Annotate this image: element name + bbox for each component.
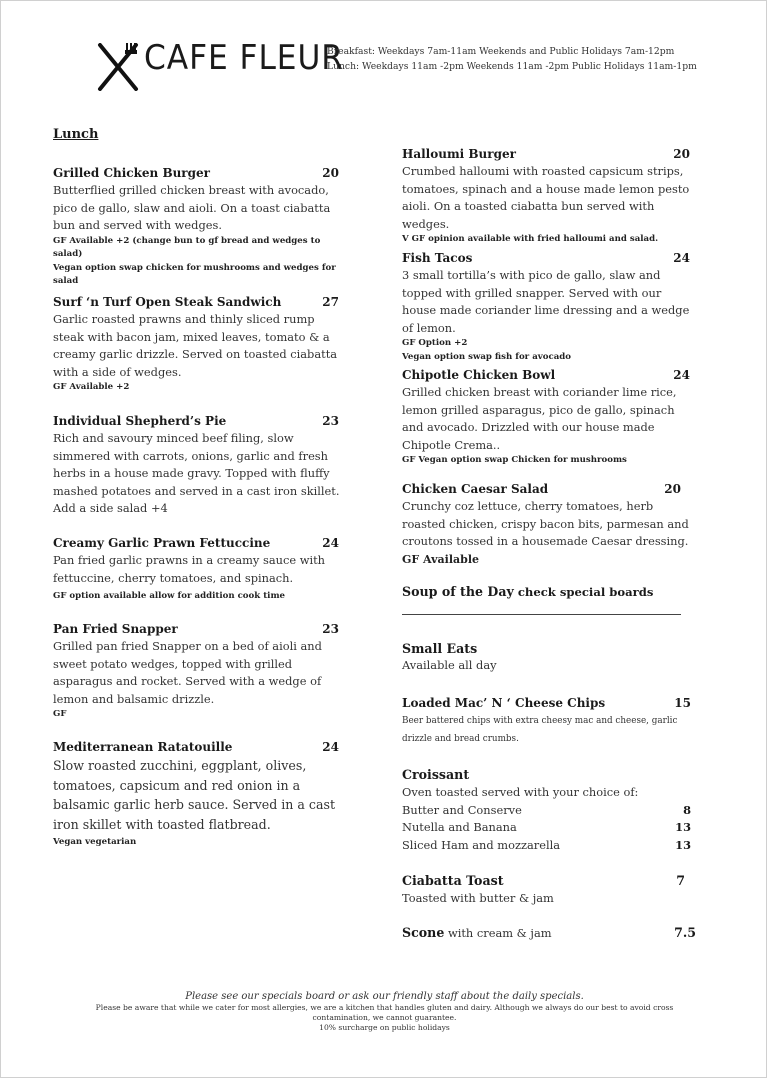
croissant-option (402, 802, 691, 820)
menu-item-chicken-caesar-salad (402, 481, 690, 568)
small-eats-title: Small Eats (402, 641, 478, 656)
option-price: 13 (675, 837, 691, 852)
small-eats-heading (402, 640, 690, 675)
item-price: 7.5 (674, 925, 696, 940)
option-label: Butter and Conserve (402, 802, 522, 817)
item-description: Oven toasted served with your choice of: (402, 785, 639, 799)
allergy-disclaimer: Please be aware that while we cater for most allergies, we are a kitchen that handles gluten and dairy. Although we always do our best to avoid cross contamination, we cannot guarantee. (95, 1003, 674, 1022)
brand-name: CAFE FLEUR (144, 38, 344, 78)
option-label: Sliced Ham and mozzarella (402, 837, 561, 852)
item-description: Grilled pan fried Snapper on a bed of aioli and sweet potato wedges, topped with grilled asparagus and rocket. Served with a wedge of lemon and balsamic drizzle. (53, 639, 322, 706)
menu-item-croissant (402, 766, 690, 854)
item-note: GF option available allow for addition cook time (53, 591, 286, 601)
item-description: with cream & jam (444, 926, 552, 940)
menu-item-pan-fried-snapper (53, 621, 341, 722)
hours-breakfast: Breakfast: Weekdays 7am-11am Weekends and Public Holidays 7am-12pm (327, 46, 675, 57)
item-price: 24 (322, 536, 339, 550)
item-note: V GF opinion available with fried halloumi and salad. (402, 234, 659, 244)
menu-item-surf-n-turf (53, 294, 341, 395)
item-price: 24 (673, 251, 690, 265)
menu-item-prawn-fettuccine (53, 535, 341, 604)
surcharge-note: 10% surcharge on public holidays (319, 1023, 450, 1032)
item-extra: Add a side salad +4 (53, 501, 168, 515)
item-note: Vegan option swap chicken for mushrooms and wedges for salad (53, 262, 336, 286)
specials-note: Please see our specials board or ask our friendly staff about the daily specials. (185, 991, 584, 1002)
menu-item-ratatouille (53, 739, 341, 850)
item-description: Butterflied grilled chicken breast with avocado, pico de gallo, slaw and aioli. On a toast ciabatta bun and served with wedges. (53, 183, 331, 232)
menu-footer (91, 990, 678, 1033)
menu-item-fish-tacos (402, 250, 690, 364)
item-name: Grilled Chicken Burger (53, 166, 210, 180)
item-name: Halloumi Burger (402, 147, 516, 161)
item-note: GF (53, 709, 67, 719)
item-price: 23 (322, 414, 339, 428)
item-price: 27 (322, 295, 339, 309)
menu-item-shepherds-pie (53, 413, 341, 518)
item-price: 7 (676, 873, 685, 888)
croissant-option (402, 819, 691, 837)
item-name: Scone (402, 925, 445, 940)
menu-item-grilled-chicken-burger (53, 165, 341, 289)
item-note: GF Available +2 (change bun to gf bread and wedges to salad) (53, 235, 321, 259)
item-name: Creamy Garlic Prawn Fettuccine (53, 536, 271, 550)
item-price: 24 (322, 740, 339, 754)
croissant-option (402, 837, 691, 855)
item-price: 15 (674, 696, 691, 710)
menu-item-ciabatta-toast (402, 872, 690, 908)
option-price: 8 (683, 802, 691, 817)
soup-of-the-day (402, 583, 653, 601)
item-note: GF Available (402, 552, 479, 566)
menu-item-chipotle-chicken-bowl (402, 367, 690, 468)
item-name: Fish Tacos (402, 251, 473, 265)
menu-item-halloumi-burger (402, 146, 690, 247)
opening-hours (327, 44, 697, 74)
small-eats-subtitle: Available all day (402, 658, 497, 672)
menu-item-mac-n-cheese-chips (402, 695, 704, 748)
item-note: Vegan option swap fish for avocado (402, 351, 572, 362)
item-description: 3 small tortilla’s with pico de gallo, slaw and topped with grilled snapper. Served with our house made coriander lime dressing and a wedge of lemon. (402, 268, 690, 335)
item-description: Crumbed halloumi with roasted capsicum strips, tomatoes, spinach and a house made lemon pesto aioli. On a toasted ciabatta bun served with wedges. (402, 164, 690, 231)
item-price: 20 (322, 166, 339, 180)
item-note: GF Vegan option swap Chicken for mushrooms (402, 455, 627, 465)
item-price: 20 (673, 147, 690, 161)
soup-note: check special boards (513, 585, 654, 599)
item-note: Vegan vegetarian (53, 837, 137, 847)
item-description: Garlic roasted prawns and thinly sliced rump steak with bacon jam, mixed leaves, tomato & a creamy garlic drizzle. Served on toasted ciabatta with a side of wedges. (53, 312, 338, 379)
item-description: Pan fried garlic prawns in a creamy sauce with fettuccine, cherry tomatoes, and spinach. (53, 553, 325, 585)
item-price: 23 (322, 622, 339, 636)
section-title-lunch: Lunch (53, 127, 99, 142)
item-note: GF Option +2 (402, 338, 468, 348)
item-price: 20 (664, 482, 681, 496)
item-description: Rich and savoury minced beef filing, slow simmered with carrots, onions, garlic and fresh herbs in a house made gravy. Topped with fluffy mashed potatoes and served in a cast iron skillet. (53, 431, 340, 498)
item-name: Surf ‘n Turf Open Steak Sandwich (53, 295, 282, 309)
item-name: Pan Fried Snapper (53, 622, 178, 636)
item-name: Ciabatta Toast (402, 873, 504, 888)
item-name: Chipotle Chicken Bowl (402, 368, 556, 382)
option-label: Nutella and Banana (402, 820, 517, 834)
hours-lunch: Lunch: Weekdays 11am -2pm Weekends 11am -2pm Public Holidays 11am-1pm (327, 61, 697, 72)
soup-title: Soup of the Day (402, 584, 514, 599)
item-description: Grilled chicken breast with coriander lime rice, lemon grilled asparagus, pico de gallo, spinach and avocado. Drizzled with our house made Chipotle Crema.. (402, 385, 677, 452)
item-price: 24 (673, 368, 690, 382)
option-price: 13 (675, 820, 691, 834)
item-note: GF Available +2 (53, 382, 130, 392)
item-name: Croissant (402, 767, 470, 782)
item-description: Toasted with butter & jam (402, 891, 554, 905)
item-name: Mediterranean Ratatouille (53, 740, 233, 754)
item-description: Crunchy coz lettuce, cherry tomatoes, herb roasted chicken, crispy bacon bits, parmesan and croutons tossed in a housemade Caesar dressing. (402, 499, 689, 548)
item-description: Beer battered chips with extra cheesy mac and cheese, garlic drizzle and bread crumbs. (402, 716, 678, 744)
divider-line (402, 614, 681, 615)
menu-item-scone (402, 924, 696, 942)
item-name: Loaded Mac’ N ‘ Cheese Chips (402, 696, 606, 710)
item-name: Chicken Caesar Salad (402, 482, 549, 496)
crossed-fork-knife-icon (96, 43, 140, 91)
item-description: Slow roasted zucchini, eggplant, olives, tomatoes, capsicum and red onion in a balsamic garlic herb sauce. Served in a cast iron skillet with toasted flatbread. (53, 758, 336, 832)
item-name: Individual Shepherd’s Pie (53, 414, 227, 428)
